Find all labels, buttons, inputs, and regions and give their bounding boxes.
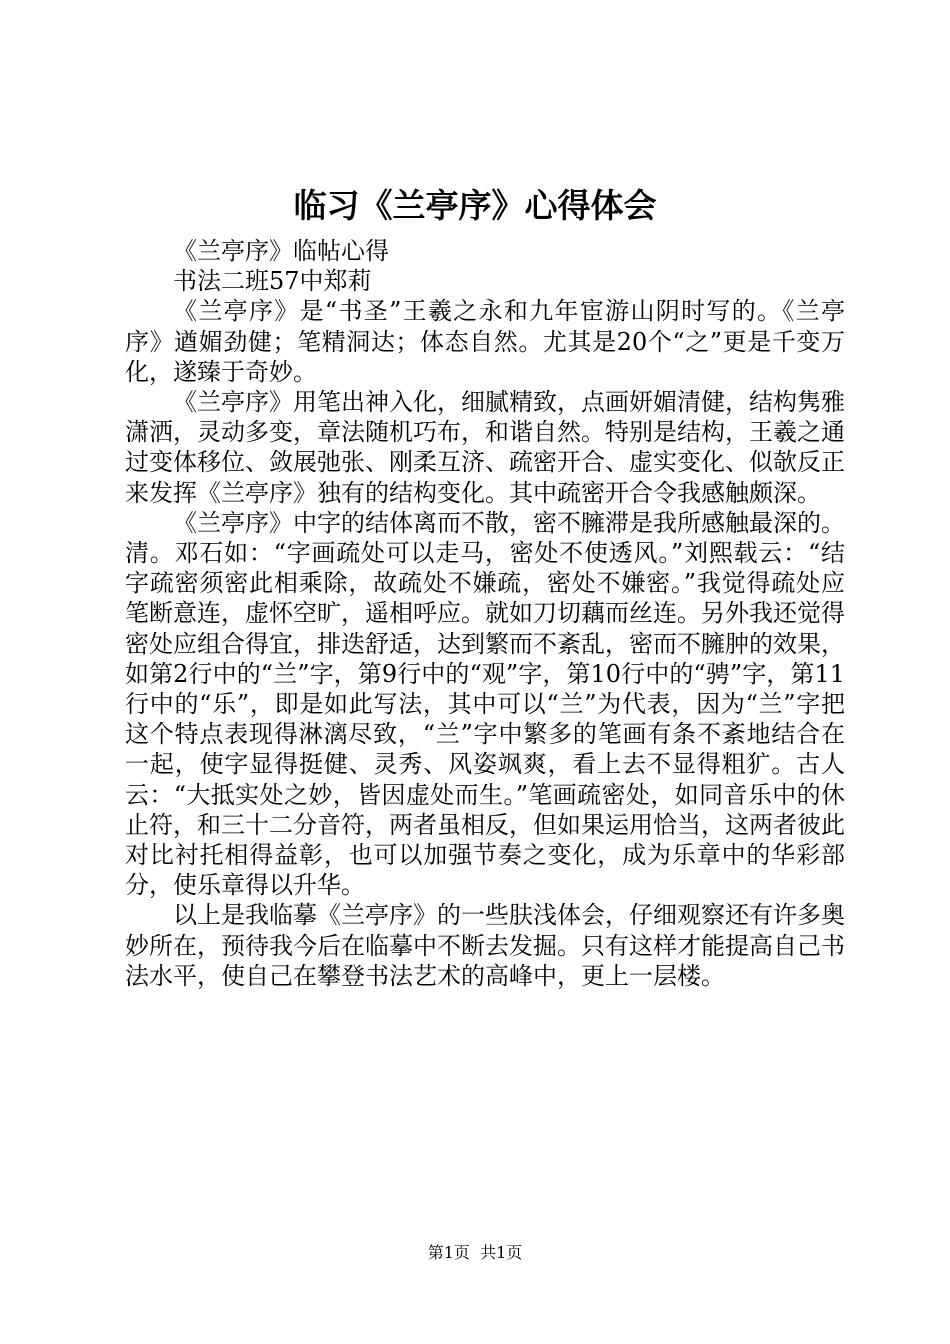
paragraph: 《兰亭序》用笔出神入化，细腻精致，点画妍媚清健，结构隽雅潇洒，灵动多变，章法随机巧布，和谐自然。特别是结构，王羲之通过变体移位、敛展弛张、刚柔互济、疏密开合、虚实变化、似欹反正来发挥《兰亭序》独有的结构变化。其中疏密开合令我感触颇深。	[125, 388, 845, 507]
page-footer	[0, 1242, 950, 1264]
subtitle-line: 《兰亭序》临帖心得	[173, 237, 389, 265]
author-line: 书法二班57中郑莉	[173, 267, 372, 296]
document-title: 临习《兰亭序》心得体会	[293, 186, 657, 225]
paragraph: 《兰亭序》中字的结体离而不散，密不臃滞是我所感触最深的。清。邓石如：“字画疏处可以走马，密处不使透风。”刘熙载云：“结字疏密须密此相乘除，故疏处不嫌疏，密处不嫌密。”我觉得疏处应笔断意连，虚怀空旷，遥相呼应。就如刀切藕而丝连。另外我还觉得密处应组合得宜，排迭舒适，达到繁而不紊乱，密而不臃肿的效果，如第2行中的“兰”字，第9行中的“观”字，第10行中的“骋”字，第11行中的“乐”，即是如此写法，其中可以“兰”为代表，因为“兰”字把这个特点表现得淋漓尽致，“兰”字中繁多的笔画有条不紊地结合在一起，使字显得挺健、灵秀、风姿飒爽，看上去不显得粗犷。古人云：“大抵实处之妙，皆因虚处而生。”笔画疏密处，如同音乐中的休止符，和三十二分音符，两者虽相反，但如果运用恰当，这两者彼此对比衬托相得益彰，也可以加强节奏之变化，成为乐章中的华彩部分，使乐章得以升华。	[125, 508, 845, 900]
paragraph: 《兰亭序》是“书圣”王羲之永和九年宦游山阴时写的。《兰亭序》遒媚劲健；笔精洞达；体态自然。尤其是20个“之”更是千变万化，遂臻于奇妙。	[125, 297, 845, 386]
document-body	[125, 236, 845, 991]
page-total: 共1页	[480, 1243, 523, 1262]
footer-spacer	[470, 1243, 480, 1262]
paragraph: 以上是我临摹《兰亭序》的一些肤浅体会，仔细观察还有许多奥妙所在，预待我今后在临摹中不断去发掘。只有这样才能提高自己书法水平，使自己在攀登书法艺术的高峰中，更上一层楼。	[125, 901, 845, 990]
page-number: 第1页	[427, 1243, 470, 1262]
